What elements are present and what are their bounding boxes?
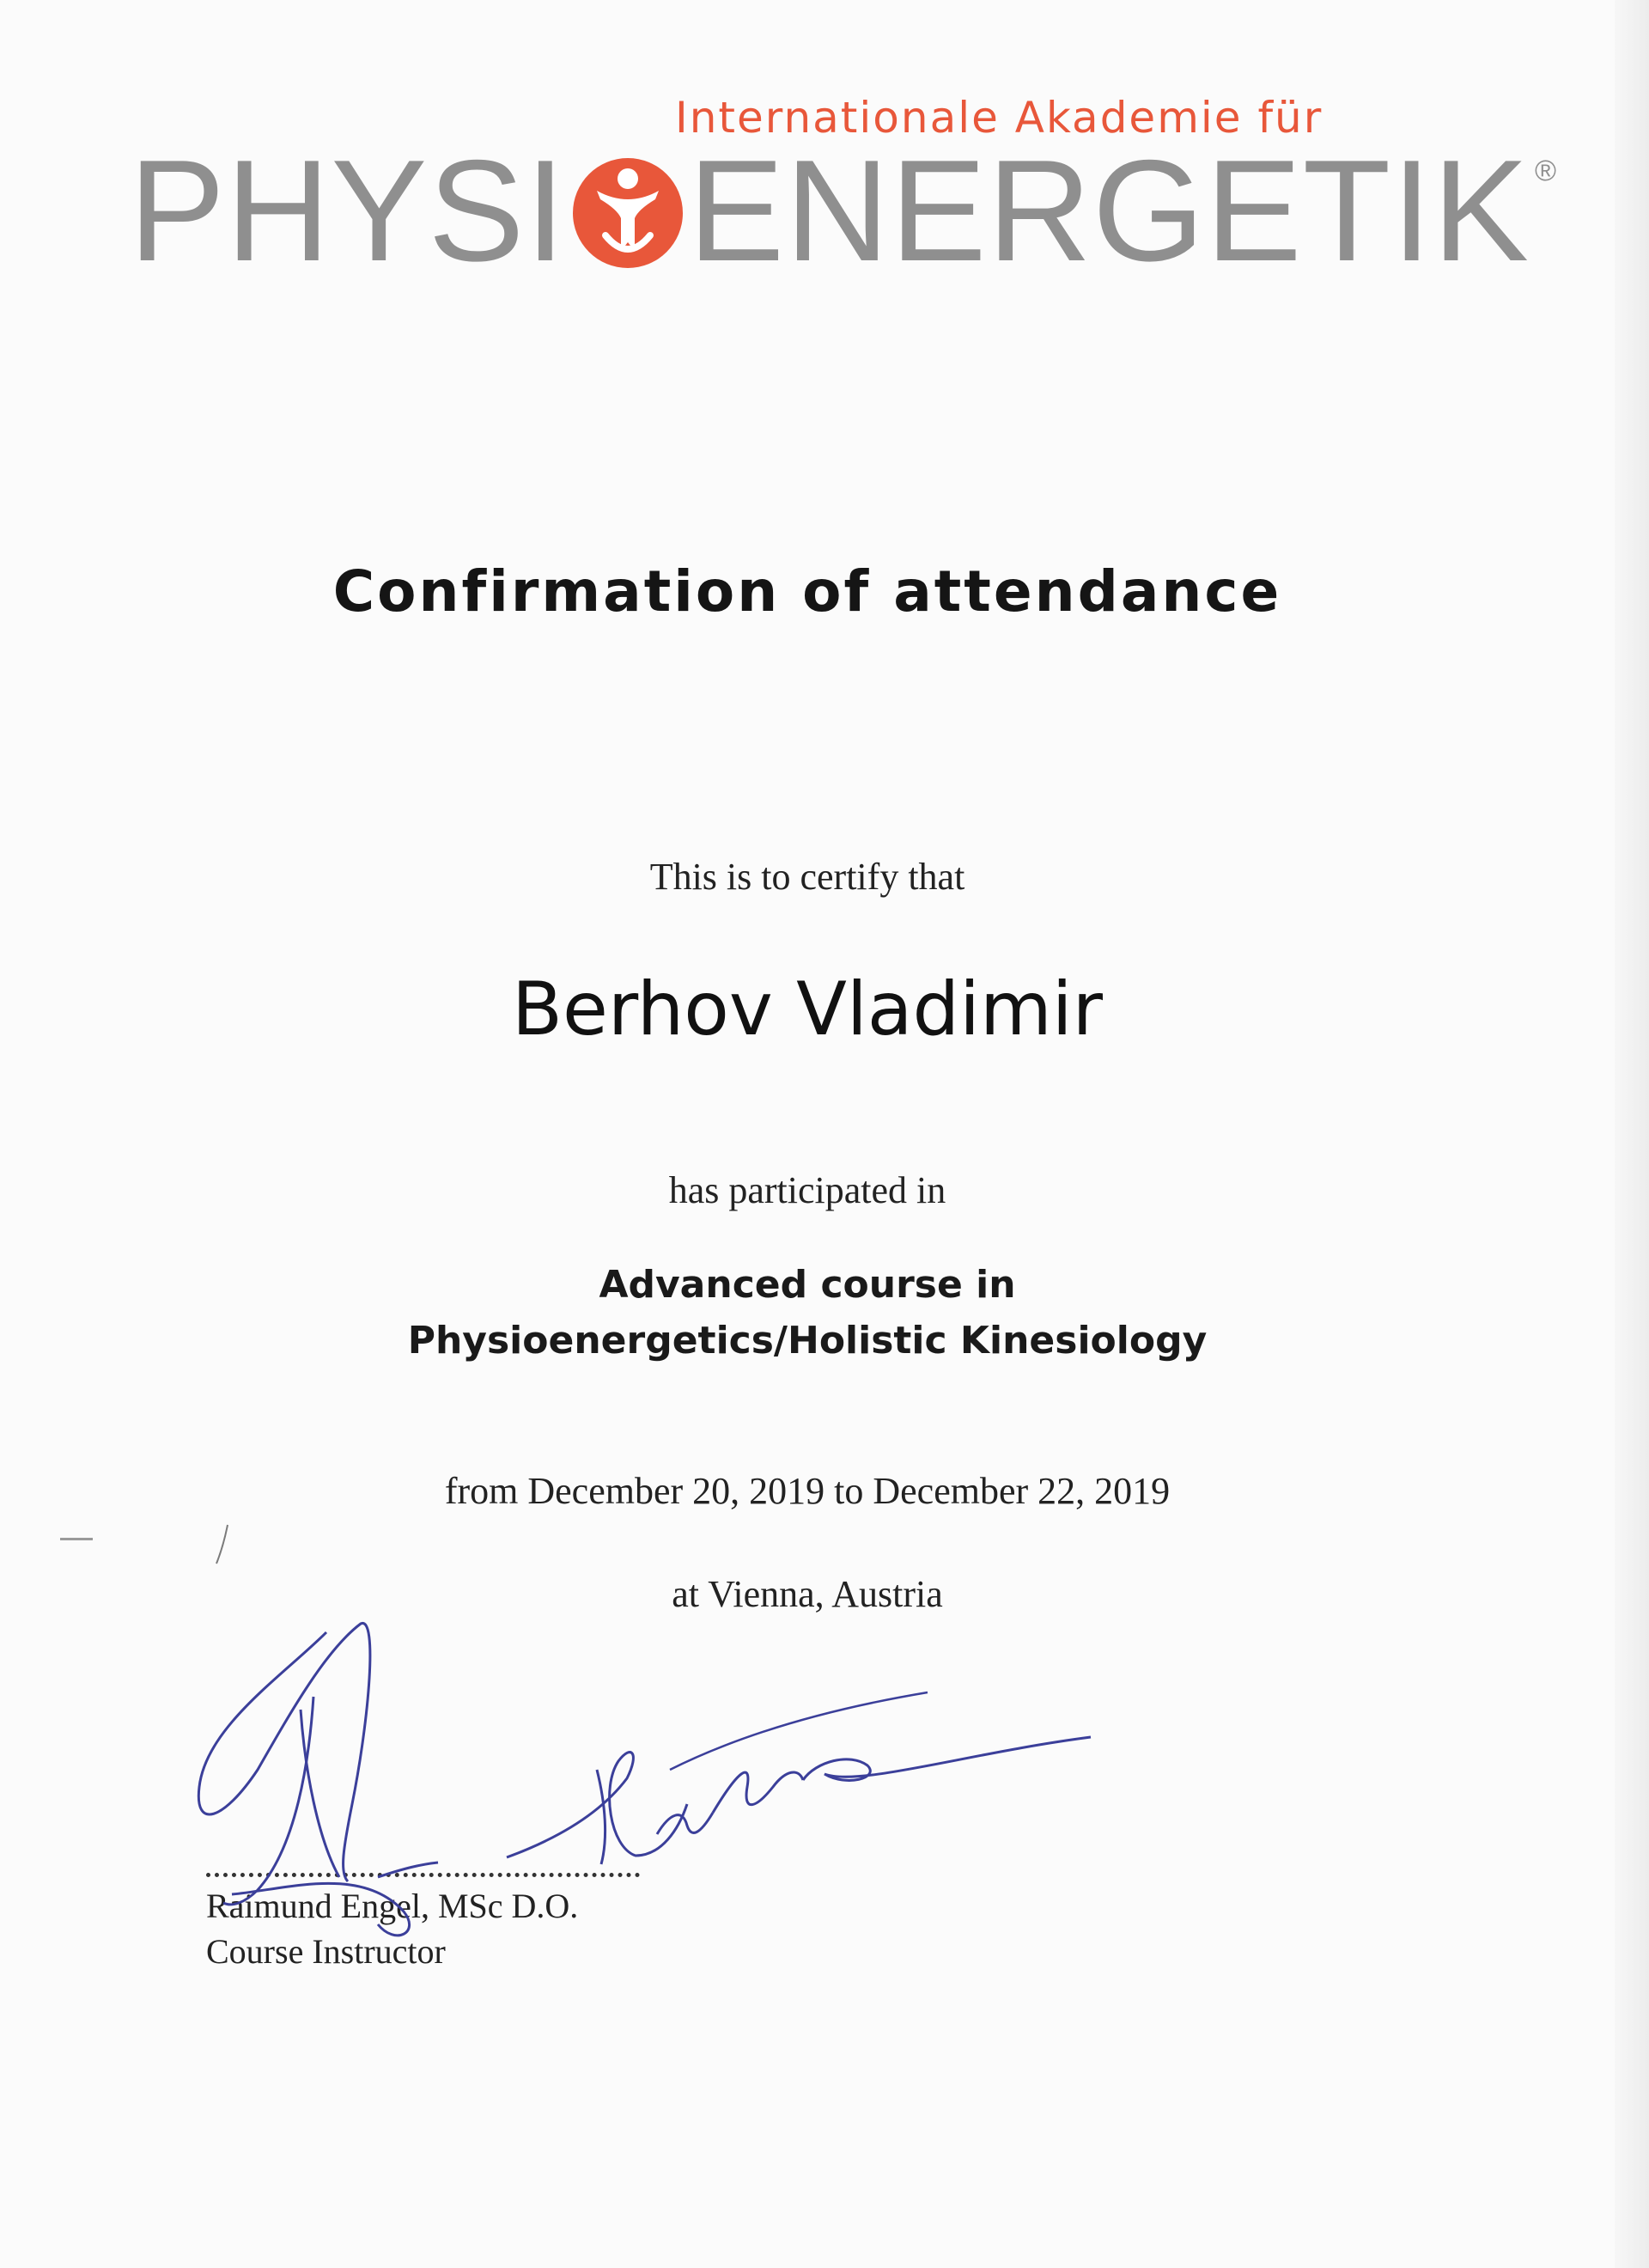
signature-stroke-left-3 (301, 1710, 339, 1877)
course-dates: from December 20, 2019 to December 22, 2019 (444, 1470, 1171, 1512)
course-location: at Vienna, Austria (672, 1573, 943, 1615)
recipient-name: Berhov Vladimir (511, 966, 1104, 1052)
paper-edge (1615, 0, 1649, 2268)
instructor-name: Raimund Engel, MSc D.O. (206, 1887, 579, 1925)
signature-stroke-right-5 (803, 1737, 1091, 1780)
academy-logo (129, 130, 1557, 291)
signature-line (206, 1873, 640, 1877)
logo-word-right: ENERGETIK (688, 130, 1530, 291)
participated-line: has participated in (668, 1169, 946, 1211)
signature-stroke-right-7 (216, 1525, 228, 1564)
signature-stroke-right-2 (597, 1770, 605, 1864)
logo-word-left: PHYSI (129, 130, 567, 291)
human-figure-circle-icon (571, 146, 685, 275)
course-title-line1: Advanced course in (599, 1263, 1016, 1307)
course-title-line2: Physioenergetics/Holistic Kinesiology (407, 1319, 1208, 1363)
margin-mark (60, 1538, 93, 1540)
signature-stroke-right-6 (670, 1692, 928, 1770)
certificate-heading: Confirmation of attendance (332, 558, 1282, 625)
instructor-role: Course Instructor (206, 1932, 446, 1971)
signature-stroke-left (198, 1623, 370, 1881)
signature-stroke-right (507, 1753, 687, 1857)
signature-stroke-right-4 (713, 1772, 803, 1813)
academy-subtitle: Internationale Akademie für (675, 93, 1323, 143)
registered-mark: ® (1535, 155, 1557, 187)
signature-stroke-right-3 (657, 1813, 713, 1834)
certify-line: This is to certify that (649, 856, 965, 898)
